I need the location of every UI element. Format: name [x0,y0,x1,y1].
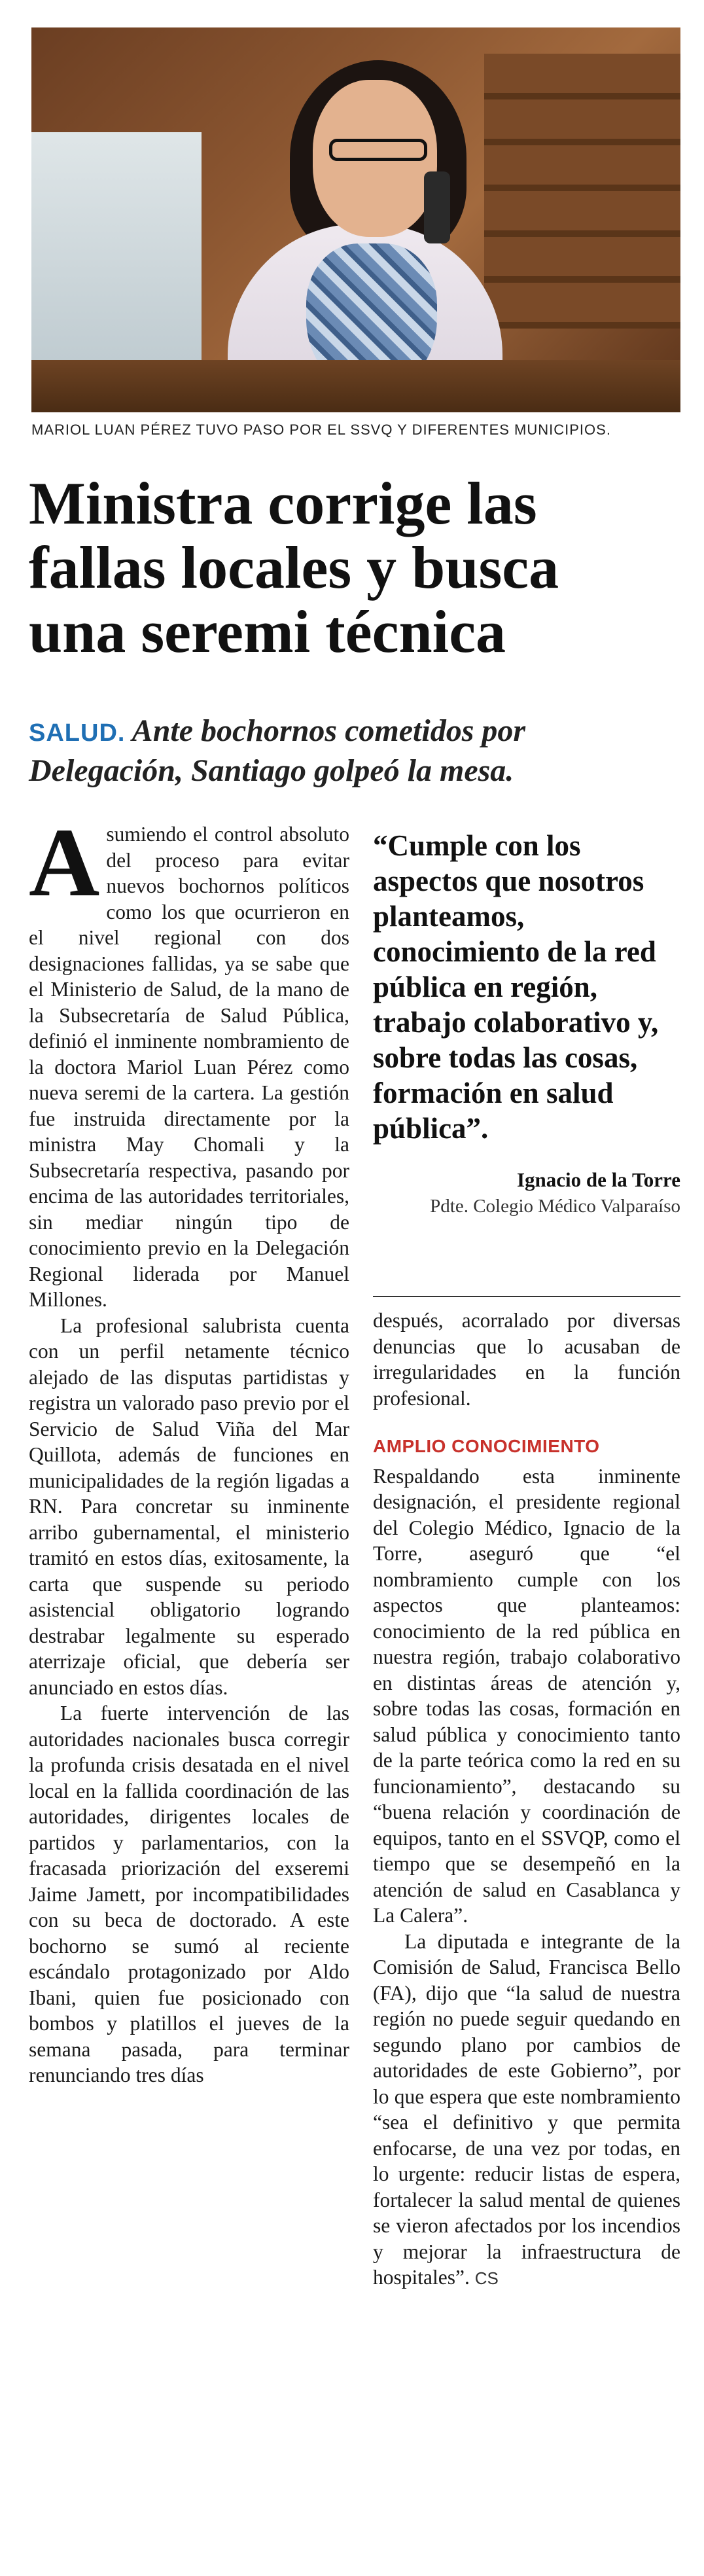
body-column-left [29,808,349,2088]
paragraph-3: La fuerte intervención de las autoridades nacionales busca corregir la profunda crisis desatada en el nivel local en la fallida coordinación de las autoridades, dirigentes locales de partidos y parlamentarios, con la fracasada priorización del exseremi Jaime Jamett, por incompatibilidades con su beca de doctorado. A este bochorno se sumó al reciente escándalo protagonizado por Aldo Ibani, quien fue posicionado con bombos y platillos el jueves de la semana pasada, para terminar renunciando tres días [29,1702,349,2086]
headline-line-3: una seremi técnica [29,598,506,665]
subheadline-text: Ante bochornos cometidos por Delegación, Santiago golpeó la mesa. [29,713,526,788]
photo-caption: MARIOL LUAN PÉREZ TUVO PASO POR EL SSVQ Y DIFERENTES MUNICIPIOS. [31,421,611,438]
photo-phone [424,171,450,243]
article-photo [31,27,680,412]
paragraph-5 [373,1929,680,2292]
headline [29,471,683,664]
section-heading: AMPLIO CONOCIMIENTO [373,1436,600,1456]
end-mark: CS [474,2268,499,2288]
paragraph-continued: después, acorralado por diversas denuncias que lo acusaban de irregularidades en la función profesional. [373,1309,680,1410]
photo-desk [31,360,680,412]
photo-glasses [329,139,427,161]
section-kicker: SALUD. [29,719,126,747]
paragraph-1 [29,808,349,1313]
pull-quote-role: Pdte. Colegio Médico Valparaíso [430,1196,680,1217]
pull-quote-text: “Cumple con los aspectos que nosotros planteamos, conocimiento de la red pública en región, trabajo colaborativo y, sobre todas las cosas, formación en salud pública”. [373,829,659,1145]
paragraph-1-text: sumiendo el control absoluto del proceso para evitar nuevos bochornos políticos como los que ocurrieron en el nivel regional con dos designaciones fallidas, ya se sabe que el Ministerio de Salud, de la mano de la Subsecretaría de Salud Pública, definió el inminente nombramiento de la doctora Mariol Luan Pérez como nueva seremi de la cartera. La gestión fue instruida directamente por la ministra May Chomali y la Subsecretaría respectiva, pasando por encima de las autoridades territoriales, sin mediar ningún tipo de conocimiento previo en la Delegación Regional liderada por Manuel Millones. [29,823,349,1311]
paragraph-5-text: La diputada e integrante de la Comisión de Salud, Francisca Bello (FA), dijo que “la salud de nuestra región no puede seguir quedando en segundo plano por cambios de autoridades de este Gobierno”, por lo que espera que este nombramiento “sea el definitivo y que permita enfocarse, de una vez por todas, en lo urgente: reducir listas de espera, fortalecer la salud mental de quienes se vieron afectados por los incendios y mejorar la infraestructura de hospitales”. [373,1929,680,2289]
pull-quote-author: Ignacio de la Torre [516,1168,680,1191]
paragraph-4: Respaldando esta inminente designación, el presidente regional del Colegio Médico, Ignacio de la Torre, aseguró que “el nombramiento cumple con los aspectos que planteamos: conocimiento de la red pública en nuestra región, trabajo colaborativo en distintas áreas de atención y, sobre todas las cosas, formación en salud pública y conocimiento tanto de la parte teórica como la red en su funcionamiento”, destacando su “buena relación y coordinación de equipos, tanto en el SSVQP, como el tiempo que se desempeñó en la atención de salud en Casablanca y La Calera”. [373,1464,680,1927]
headline-line-1: Ministra corrige las [29,470,537,537]
pull-quote [373,828,680,1217]
drop-cap: A [29,808,100,917]
paragraph-2: La profesional salubrista cuenta con un perfil netamente técnico alejado de las disputas partidistas y registra un valorado paso previo por el Servicio de Salud Viña del Mar Quillota, además de funciones en municipalidades de la región ligadas a RN. Para concretar su inminente arribo gubernamental, el ministerio tramitó en estos días, exitosamente, la carta que suspende su periodo asistencial obligatorio logrando destrabar legalmente su esperado aterrizaje oficial, que debería ser anunciado en estos días. [29,1314,349,1699]
headline-line-2: fallas locales y busca [29,534,559,601]
body-column-right [373,1308,680,2292]
pull-quote-divider [373,1296,680,1297]
photo-shelf [484,54,680,329]
subheadline [29,712,683,790]
